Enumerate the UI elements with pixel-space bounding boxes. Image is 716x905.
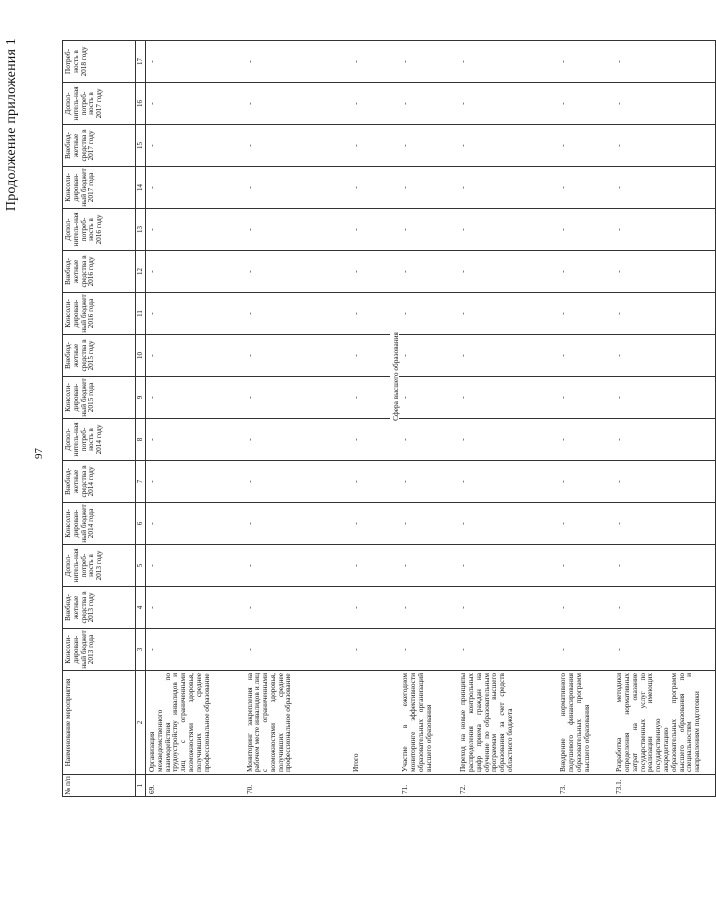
row-cell: - (457, 629, 557, 671)
column-number: 15 (136, 125, 146, 167)
row-cell: - (557, 167, 613, 209)
row-cell: - (557, 293, 613, 335)
column-header: Внебюд-жетные средства в 2017 году (63, 125, 136, 167)
table-row (350, 41, 390, 797)
column-header: Допол-нитель-ная потреб-ность в 2014 году (63, 419, 136, 461)
row-cell: - (557, 545, 613, 587)
row-name: Разработка методики определения нормативных затрат на оказание государственных услуг по реализации имеющих государственную аккредитацию образовательных программ высшего образования по специальностям и направлениям подготовки (613, 671, 715, 775)
row-cell: - (146, 503, 244, 545)
column-header: Консоли-дирован-ный бюджет 2014 года (63, 503, 136, 545)
row-cell: - (457, 41, 557, 83)
row-cell: - (399, 461, 457, 503)
row-cell: - (557, 209, 613, 251)
column-header: Консоли-дирован-ный бюджет 2013 года (63, 629, 136, 671)
column-number: 14 (136, 167, 146, 209)
row-cell: - (350, 251, 390, 293)
column-number: 2 (136, 671, 146, 775)
row-cell: - (399, 83, 457, 125)
row-cell: - (613, 545, 715, 587)
row-cell: - (399, 377, 457, 419)
row-cell: - (399, 587, 457, 629)
row-cell: - (350, 419, 390, 461)
row-cell: - (244, 419, 350, 461)
column-number: 17 (136, 41, 146, 83)
row-cell: - (613, 125, 715, 167)
row-cell: - (146, 461, 244, 503)
row-cell: - (350, 629, 390, 671)
column-header: Потреб-ность в 2018 году (63, 41, 136, 83)
row-cell: - (557, 629, 613, 671)
column-header: Внебюд-жетные средства в 2013 году (63, 587, 136, 629)
header-row (63, 41, 136, 797)
row-cell: - (457, 125, 557, 167)
row-cell: - (146, 629, 244, 671)
row-cell: - (557, 419, 613, 461)
row-cell: - (613, 335, 715, 377)
row-cell: - (350, 335, 390, 377)
row-cell: - (613, 251, 715, 293)
column-number-row (136, 41, 146, 797)
row-cell: - (146, 293, 244, 335)
row-cell: - (399, 545, 457, 587)
column-header: Внебюд-жетные средства в 2014 году (63, 461, 136, 503)
row-cell: - (146, 419, 244, 461)
row-cell: - (350, 545, 390, 587)
row-cell: - (399, 335, 457, 377)
section-title: Сфера высшего образования (390, 293, 400, 461)
row-cell: - (399, 125, 457, 167)
row-cell: - (399, 419, 457, 461)
row-number: 71. (399, 775, 457, 797)
column-header: Допол-нитель-ная потреб-ность в 2016 году (63, 209, 136, 251)
row-cell: - (244, 83, 350, 125)
row-cell: - (457, 167, 557, 209)
column-number: 6 (136, 503, 146, 545)
row-cell: - (350, 41, 390, 83)
row-cell: - (244, 167, 350, 209)
table-row (244, 41, 350, 797)
column-header: Внебюд-жетные средства в 2016 году (63, 251, 136, 293)
row-cell: - (457, 419, 557, 461)
column-number: 11 (136, 293, 146, 335)
row-cell: - (350, 125, 390, 167)
column-number: 7 (136, 461, 146, 503)
row-number: 73. (557, 775, 613, 797)
row-cell: - (244, 125, 350, 167)
row-cell: - (457, 293, 557, 335)
row-cell: - (146, 377, 244, 419)
row-cell: - (557, 461, 613, 503)
row-name: Участие в ежегодном мониторинге эффективности образовательных организаций высшего образования (399, 671, 457, 775)
table-body-sec1 (146, 41, 390, 797)
table-row (146, 41, 244, 797)
column-number: 8 (136, 419, 146, 461)
row-cell: - (244, 587, 350, 629)
row-cell: - (457, 335, 557, 377)
column-header: № п/п (63, 775, 136, 797)
row-cell: - (146, 41, 244, 83)
row-cell: - (244, 41, 350, 83)
row-cell: - (399, 167, 457, 209)
row-cell: - (557, 377, 613, 419)
row-cell: - (557, 335, 613, 377)
section-row (390, 41, 400, 797)
row-cell: - (244, 377, 350, 419)
column-number: 10 (136, 335, 146, 377)
row-cell: - (146, 251, 244, 293)
row-cell: - (244, 503, 350, 545)
row-name: Организация межведомственного взаимодействия по трудоустройству инвалидов и лиц с ограниченными возможностями здоровья, получивших среднее профессиональное образование (146, 671, 244, 775)
column-number: 1 (136, 775, 146, 797)
row-cell: - (613, 587, 715, 629)
column-header: Консоли-дирован-ный бюджет 2015 года (63, 377, 136, 419)
row-cell: - (350, 461, 390, 503)
column-header: Наименование мероприятия (63, 671, 136, 775)
row-cell: - (244, 461, 350, 503)
row-cell: - (146, 167, 244, 209)
row-cell: - (244, 545, 350, 587)
row-cell: - (244, 209, 350, 251)
column-header: Допол-нитель-ная потреб-ность в 2013 году (63, 545, 136, 587)
row-cell: - (457, 587, 557, 629)
row-cell: - (350, 377, 390, 419)
row-cell: - (399, 503, 457, 545)
table-row (399, 41, 457, 797)
row-cell: - (457, 503, 557, 545)
row-cell: - (457, 545, 557, 587)
row-cell: - (350, 503, 390, 545)
table-row (613, 41, 715, 797)
row-cell: - (350, 83, 390, 125)
row-cell: - (557, 503, 613, 545)
row-number (350, 775, 390, 797)
row-cell: - (244, 251, 350, 293)
row-cell: - (557, 83, 613, 125)
row-cell: - (399, 629, 457, 671)
row-cell: - (613, 167, 715, 209)
table-row (457, 41, 557, 797)
row-cell: - (557, 251, 613, 293)
row-cell: - (350, 293, 390, 335)
row-number: 73.1. (613, 775, 715, 797)
row-cell: - (146, 545, 244, 587)
row-cell: - (613, 629, 715, 671)
column-header: Консоли-дирован-ный бюджет 2017 года (63, 167, 136, 209)
row-cell: - (146, 125, 244, 167)
row-cell: - (244, 629, 350, 671)
row-name: Внедрение нормативного подушевого финансирования образовательных программ высшего образования (557, 671, 613, 775)
row-number: 69. (146, 775, 244, 797)
row-cell: - (557, 125, 613, 167)
row-cell: - (457, 83, 557, 125)
row-cell: - (146, 83, 244, 125)
row-cell: - (244, 335, 350, 377)
column-number: 12 (136, 251, 146, 293)
row-cell: - (146, 587, 244, 629)
table-row (557, 41, 613, 797)
row-name: Мониторинг закрепления на рабочем месте инвалидов и лиц с ограниченными возможностями здоровья, получивших среднее профессиональное образование (244, 671, 350, 775)
row-cell: - (613, 503, 715, 545)
row-cell: - (399, 41, 457, 83)
row-cell: - (350, 209, 390, 251)
row-name: Итого (350, 671, 390, 775)
row-cell: - (557, 587, 613, 629)
budget-table (62, 40, 716, 797)
column-number: 13 (136, 209, 146, 251)
row-cell: - (146, 209, 244, 251)
row-number: 70. (244, 775, 350, 797)
column-header: Допол-нитель-ная потреб-ность в 2017 году (63, 83, 136, 125)
row-cell: - (613, 377, 715, 419)
row-cell: - (244, 293, 350, 335)
row-cell: - (613, 83, 715, 125)
column-number: 9 (136, 377, 146, 419)
row-number: 72. (457, 775, 557, 797)
row-cell: - (613, 209, 715, 251)
column-number: 3 (136, 629, 146, 671)
row-cell: - (399, 209, 457, 251)
column-number: 5 (136, 545, 146, 587)
row-cell: - (613, 461, 715, 503)
row-cell: - (613, 419, 715, 461)
row-name: Переход на новые принципы распределения контрольных цифр приема граждан на обучение по образовательным программам высшего образования за счет средств областного бюджета (457, 671, 557, 775)
column-header: Внебюд-жетные средства в 2015 году (63, 335, 136, 377)
row-cell: - (457, 209, 557, 251)
page-number: 97 (33, 448, 45, 459)
row-cell: - (457, 461, 557, 503)
table-body-sec2 (399, 41, 715, 797)
row-cell: - (146, 335, 244, 377)
row-cell: - (350, 167, 390, 209)
column-header: Консоли-дирован-ный бюджет 2016 года (63, 293, 136, 335)
row-cell: - (399, 293, 457, 335)
row-cell: - (457, 251, 557, 293)
continuation-title: Продолжение приложения 1 (4, 38, 19, 212)
row-cell: - (613, 41, 715, 83)
column-number: 4 (136, 587, 146, 629)
row-cell: - (350, 587, 390, 629)
row-cell: - (457, 377, 557, 419)
column-number: 16 (136, 83, 146, 125)
row-cell: - (557, 41, 613, 83)
row-cell: - (613, 293, 715, 335)
row-cell: - (399, 251, 457, 293)
